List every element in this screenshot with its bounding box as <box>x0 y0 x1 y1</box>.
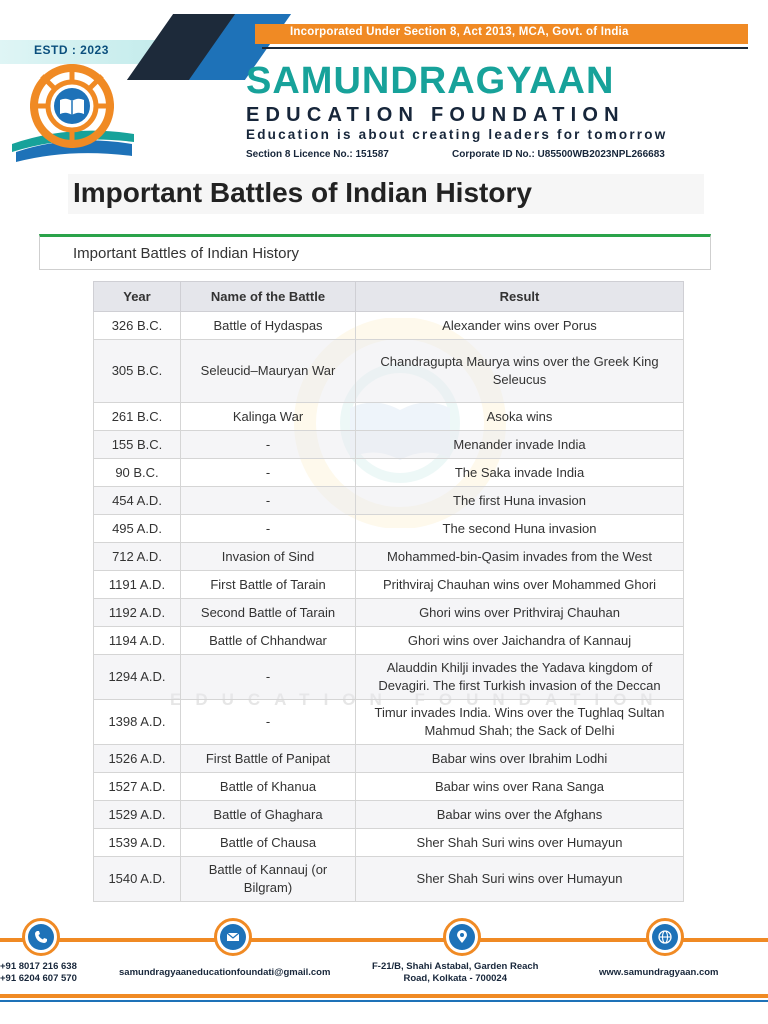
letterhead <box>0 0 768 172</box>
cell-result: Mohammed-bin-Qasim invades from the West <box>356 543 684 571</box>
table-row <box>94 487 684 515</box>
table-row <box>94 459 684 487</box>
cell-year: 326 B.C. <box>94 312 181 340</box>
table-row <box>94 571 684 599</box>
location-pin-icon <box>449 924 475 950</box>
cell-battle: Seleucid–Mauryan War <box>181 340 356 403</box>
cell-battle: - <box>181 515 356 543</box>
cell-battle: - <box>181 487 356 515</box>
cell-battle: First Battle of Panipat <box>181 745 356 773</box>
table-row <box>94 340 684 403</box>
table-row <box>94 773 684 801</box>
cell-year: 1529 A.D. <box>94 801 181 829</box>
table-row <box>94 857 684 902</box>
cell-year: 155 B.C. <box>94 431 181 459</box>
cell-year: 1526 A.D. <box>94 745 181 773</box>
phone-number-2[interactable]: +91 6204 607 570 <box>0 973 77 984</box>
address <box>372 961 538 985</box>
cell-year: 1539 A.D. <box>94 829 181 857</box>
cell-result: Babar wins over the Afghans <box>356 801 684 829</box>
cell-battle: Battle of Chausa <box>181 829 356 857</box>
cell-year: 1398 A.D. <box>94 700 181 745</box>
location-badge <box>443 918 481 956</box>
incorporation-text: Incorporated Under Section 8, Act 2013, MCA, Govt. of India <box>290 26 629 38</box>
header-result: Result <box>356 282 684 312</box>
website-link[interactable]: www.samundragyaan.com <box>599 967 719 978</box>
battles-table <box>93 281 684 902</box>
cell-result: Prithviraj Chauhan wins over Mohammed Ghori <box>356 571 684 599</box>
address-line-2: Road, Kolkata - 700024 <box>403 973 507 984</box>
table-row <box>94 655 684 700</box>
established-label: ESTD : 2023 <box>34 43 109 57</box>
cell-result: Sher Shah Suri wins over Humayun <box>356 829 684 857</box>
table-header-row <box>94 282 684 312</box>
table-row <box>94 431 684 459</box>
cell-result: Timur invades India. Wins over the Tughlaq Sultan Mahmud Shah; the Sack of Delhi <box>356 700 684 745</box>
table-row <box>94 700 684 745</box>
brand-tagline: Education is about creating leaders for tomorrow <box>246 127 668 142</box>
cell-battle: - <box>181 431 356 459</box>
cell-year: 1294 A.D. <box>94 655 181 700</box>
cell-result: Ghori wins over Jaichandra of Kannauj <box>356 627 684 655</box>
page-title: Important Battles of Indian History <box>73 177 532 208</box>
table-row <box>94 801 684 829</box>
cell-result: Ghori wins over Prithviraj Chauhan <box>356 599 684 627</box>
section-subtitle: Important Battles of Indian History <box>73 245 299 262</box>
table-row <box>94 543 684 571</box>
cell-result: Babar wins over Rana Sanga <box>356 773 684 801</box>
cell-year: 454 A.D. <box>94 487 181 515</box>
corporate-id: Corporate ID No.: U85500WB2023NPL266683 <box>452 149 665 160</box>
cell-year: 90 B.C. <box>94 459 181 487</box>
table-row <box>94 627 684 655</box>
brand-name: SAMUNDRAGYAAN <box>246 60 615 102</box>
cell-result: Alauddin Khilji invades the Yadava kingdom of Devagiri. The first Turkish invasion of the Deccan <box>356 655 684 700</box>
cell-year: 1192 A.D. <box>94 599 181 627</box>
cell-battle: First Battle of Tarain <box>181 571 356 599</box>
cell-result: Babar wins over Ibrahim Lodhi <box>356 745 684 773</box>
header-battle-name: Name of the Battle <box>181 282 356 312</box>
globe-icon <box>652 924 678 950</box>
table-row <box>94 312 684 340</box>
table-row <box>94 403 684 431</box>
cell-result: Asoka wins <box>356 403 684 431</box>
cell-result: The first Huna invasion <box>356 487 684 515</box>
contact-footer <box>0 910 768 1024</box>
cell-year: 1527 A.D. <box>94 773 181 801</box>
table-row <box>94 599 684 627</box>
table-row <box>94 515 684 543</box>
address-line-1: F-21/B, Shahi Astabal, Garden Reach <box>372 961 539 972</box>
cell-year: 1194 A.D. <box>94 627 181 655</box>
cell-year: 1540 A.D. <box>94 857 181 902</box>
phone-icon <box>28 924 54 950</box>
cell-battle: Second Battle of Tarain <box>181 599 356 627</box>
cell-result: Alexander wins over Porus <box>356 312 684 340</box>
cell-year: 1191 A.D. <box>94 571 181 599</box>
cell-result: The Saka invade India <box>356 459 684 487</box>
mail-icon-badge <box>214 918 252 956</box>
ship-wheel-book-logo-icon <box>10 64 138 164</box>
cell-battle: - <box>181 700 356 745</box>
cell-year: 305 B.C. <box>94 340 181 403</box>
table-row <box>94 829 684 857</box>
cell-result: Chandragupta Maurya wins over the Greek King Seleucus <box>356 340 684 403</box>
cell-result: Menander invade India <box>356 431 684 459</box>
cell-year: 712 A.D. <box>94 543 181 571</box>
cell-battle: Invasion of Sind <box>181 543 356 571</box>
cell-result: Sher Shah Suri wins over Humayun <box>356 857 684 902</box>
phone-number-1[interactable]: +91 8017 216 638 <box>0 961 77 972</box>
footer-line-blue <box>0 1000 768 1002</box>
licence-number: Section 8 Licence No.: 151587 <box>246 149 389 160</box>
header-divider <box>262 47 748 49</box>
phone-icon-badge <box>22 918 60 956</box>
cell-battle: Battle of Ghaghara <box>181 801 356 829</box>
header-year: Year <box>94 282 181 312</box>
cell-battle: Kalinga War <box>181 403 356 431</box>
table-row <box>94 745 684 773</box>
cell-battle: Battle of Hydaspas <box>181 312 356 340</box>
cell-year: 261 B.C. <box>94 403 181 431</box>
cell-battle: - <box>181 655 356 700</box>
email-link[interactable]: samundragyaaneducationfoundati@gmail.com <box>119 967 331 978</box>
globe-badge <box>646 918 684 956</box>
cell-battle: Battle of Kannauj (or Bilgram) <box>181 857 356 902</box>
cell-battle: Battle of Khanua <box>181 773 356 801</box>
cell-result: The second Huna invasion <box>356 515 684 543</box>
phone-numbers[interactable] <box>0 961 77 985</box>
brand-subtitle: EDUCATION FOUNDATION <box>246 104 625 126</box>
cell-year: 495 A.D. <box>94 515 181 543</box>
footer-line-bottom <box>0 994 768 998</box>
mail-icon <box>220 924 246 950</box>
cell-battle: Battle of Chhandwar <box>181 627 356 655</box>
cell-battle: - <box>181 459 356 487</box>
